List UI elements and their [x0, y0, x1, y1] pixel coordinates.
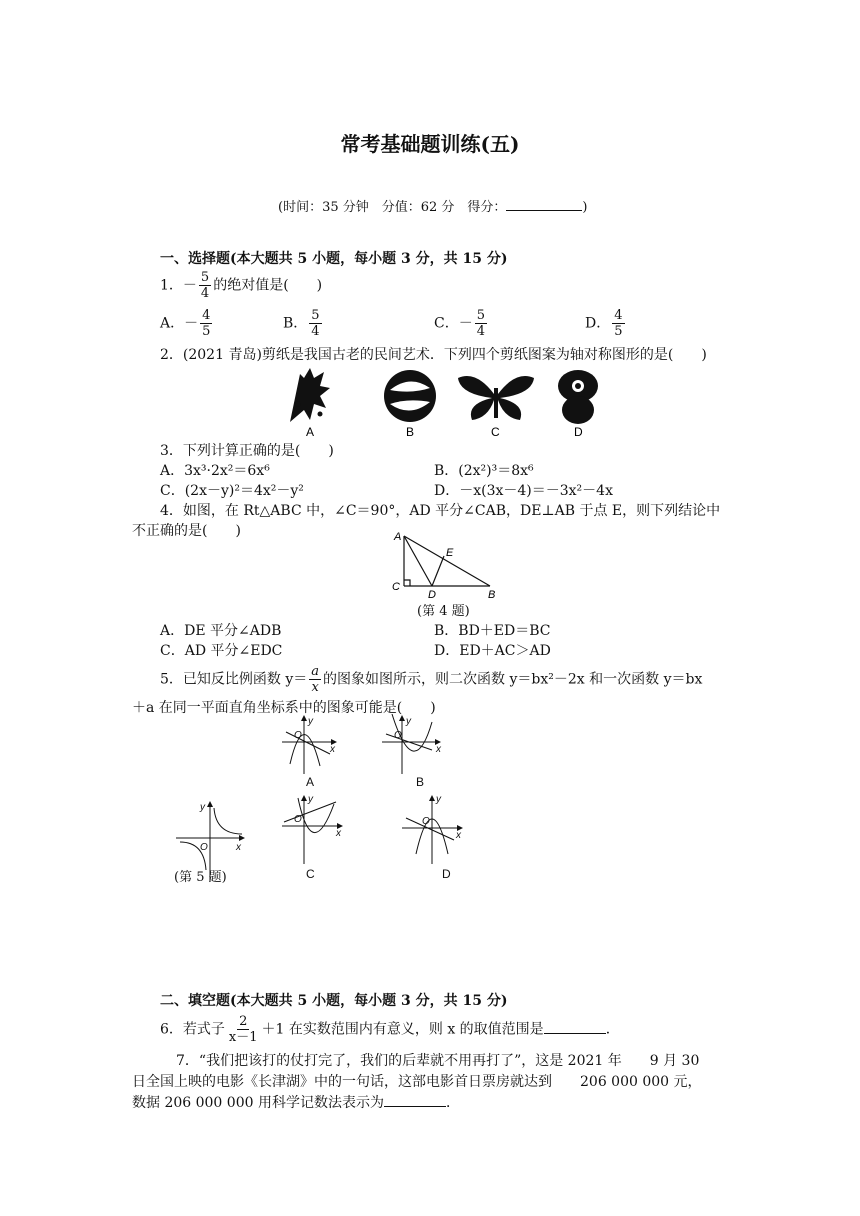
- page-title: 常考基础题训练(五): [340, 132, 520, 156]
- svg-text:y: y: [308, 716, 313, 727]
- point-e-label: E: [446, 547, 454, 559]
- svg-text:x: x: [456, 830, 461, 841]
- graph-d-label: D: [442, 867, 451, 881]
- svg-text:O: O: [294, 730, 302, 741]
- question-6: 6．若式子 $\frac{2}{x-1}$ ＋1 在实数范围内有意义，则 x 的取值范围是 ．: [160, 1014, 620, 1045]
- papercut-a-image: [290, 368, 330, 422]
- svg-text:x: x: [336, 828, 341, 839]
- papercut-d-image: [558, 370, 598, 424]
- q1-option-c[interactable]: C．－ $\frac{5}{4}$: [434, 308, 485, 339]
- score-blank[interactable]: [506, 210, 582, 211]
- point-d-label: D: [428, 589, 436, 601]
- svg-text:x: x: [330, 744, 335, 755]
- q3-option-c[interactable]: C．(2x－y)²＝4x²－y²: [160, 483, 304, 499]
- svg-text:D: D: [574, 425, 583, 439]
- question-5-line1: 5．已知反比例函数 y＝ $\frac{a}{x}$ 的图象如图所示，则二次函数 y＝bx²－2x 和一次函数 y＝bx: [160, 664, 703, 695]
- papercut-b-image: [384, 370, 436, 422]
- svg-text:B: B: [406, 425, 415, 439]
- section-heading-1: 一、选择题(本大题共 5 小题，每小题 3 分，共 15 分): [160, 251, 508, 267]
- svg-text:y: y: [406, 716, 411, 727]
- question-1: 1．－ $\frac{5}{4}$ 的绝对值是( ): [160, 270, 323, 301]
- graph-a-label: A: [306, 775, 315, 789]
- papercut-figures: [280, 364, 610, 440]
- svg-text:C: C: [491, 425, 500, 439]
- q1-option-b[interactable]: B． $\frac{5}{4}$: [283, 308, 320, 339]
- svg-text:O: O: [422, 816, 430, 827]
- question-7-line2: 日全国上映的电影《长津湖》中的一句话，这部电影首日票房就达到 206 000 000 元，: [132, 1074, 702, 1090]
- question-2: 2．(2021 青岛)剪纸是我国古老的民间艺术．下列四个剪纸图案为轴对称图形的是( ): [160, 347, 707, 363]
- papercut-a-label: A: [306, 425, 315, 439]
- q3-option-a[interactable]: A．3x³·2x²＝6x⁶: [160, 463, 270, 479]
- figure-4-caption: (第 4 题): [417, 604, 470, 619]
- q5-graphs: [170, 714, 480, 886]
- question-5-line2: ＋a 在同一平面直角坐标系中的图象可能是( ): [132, 700, 436, 716]
- q4-option-b[interactable]: B．BD＋ED＝BC: [434, 623, 551, 639]
- question-4-line2: 不正确的是( ): [132, 523, 241, 539]
- q1-option-d[interactable]: D． $\frac{4}{5}$: [585, 308, 623, 339]
- question-4-line1: 4．如图，在 Rt△ABC 中，∠C＝90°，AD 平分∠CAB，DE⊥AB 于点 E，则下列结论中: [160, 503, 721, 519]
- point-b-label: B: [488, 589, 496, 601]
- graph-c-label: C: [306, 867, 315, 881]
- q7-answer-blank[interactable]: [384, 1106, 446, 1107]
- papercut-c-image: [458, 376, 534, 420]
- point-a-label: A: [394, 531, 402, 543]
- point-c-label: C: [392, 581, 400, 593]
- question-3: 3．下列计算正确的是( ): [160, 443, 334, 459]
- svg-text:O: O: [394, 730, 402, 741]
- q4-option-d[interactable]: D．ED＋AC＞AD: [434, 643, 551, 659]
- q1-option-a[interactable]: A．－ $\frac{4}{5}$: [160, 308, 211, 339]
- svg-text:y: y: [308, 794, 313, 805]
- q3-option-b[interactable]: B．(2x²)³＝8x⁶: [434, 463, 534, 479]
- svg-text:y: y: [200, 802, 205, 813]
- fraction: $\frac{5}{4}$: [200, 270, 210, 301]
- graph-b-label: B: [416, 775, 425, 789]
- svg-text:y: y: [436, 794, 441, 805]
- q6-answer-blank[interactable]: [544, 1033, 606, 1034]
- question-7-line1: 7．“我们把该打的仗打完了，我们的后辈就不用再打了”，这是 2021 年 9 月 30: [176, 1053, 700, 1069]
- exam-meta: (时间：35 分钟 分值：62 分 得分： ): [278, 200, 588, 215]
- q4-option-c[interactable]: C．AD 平分∠EDC: [160, 643, 283, 659]
- question-7-line3: 数据 206 000 000 用科学记数法表示为 ．: [132, 1095, 460, 1111]
- svg-text:x: x: [436, 744, 441, 755]
- q3-option-d[interactable]: D．－x(3x－4)＝－3x²－4x: [434, 483, 613, 499]
- meta-text: (时间：35 分钟 分值：62 分 得分：: [278, 200, 507, 215]
- q4-option-a[interactable]: A．DE 平分∠ADB: [160, 623, 282, 639]
- figure-5-caption: (第 5 题): [174, 870, 227, 885]
- section-heading-2: 二、填空题(本大题共 5 小题，每小题 3 分，共 15 分): [160, 993, 508, 1009]
- triangle-figure: [390, 530, 510, 602]
- svg-text:x: x: [236, 842, 241, 853]
- svg-text:O: O: [294, 814, 302, 825]
- svg-text:O: O: [200, 842, 208, 853]
